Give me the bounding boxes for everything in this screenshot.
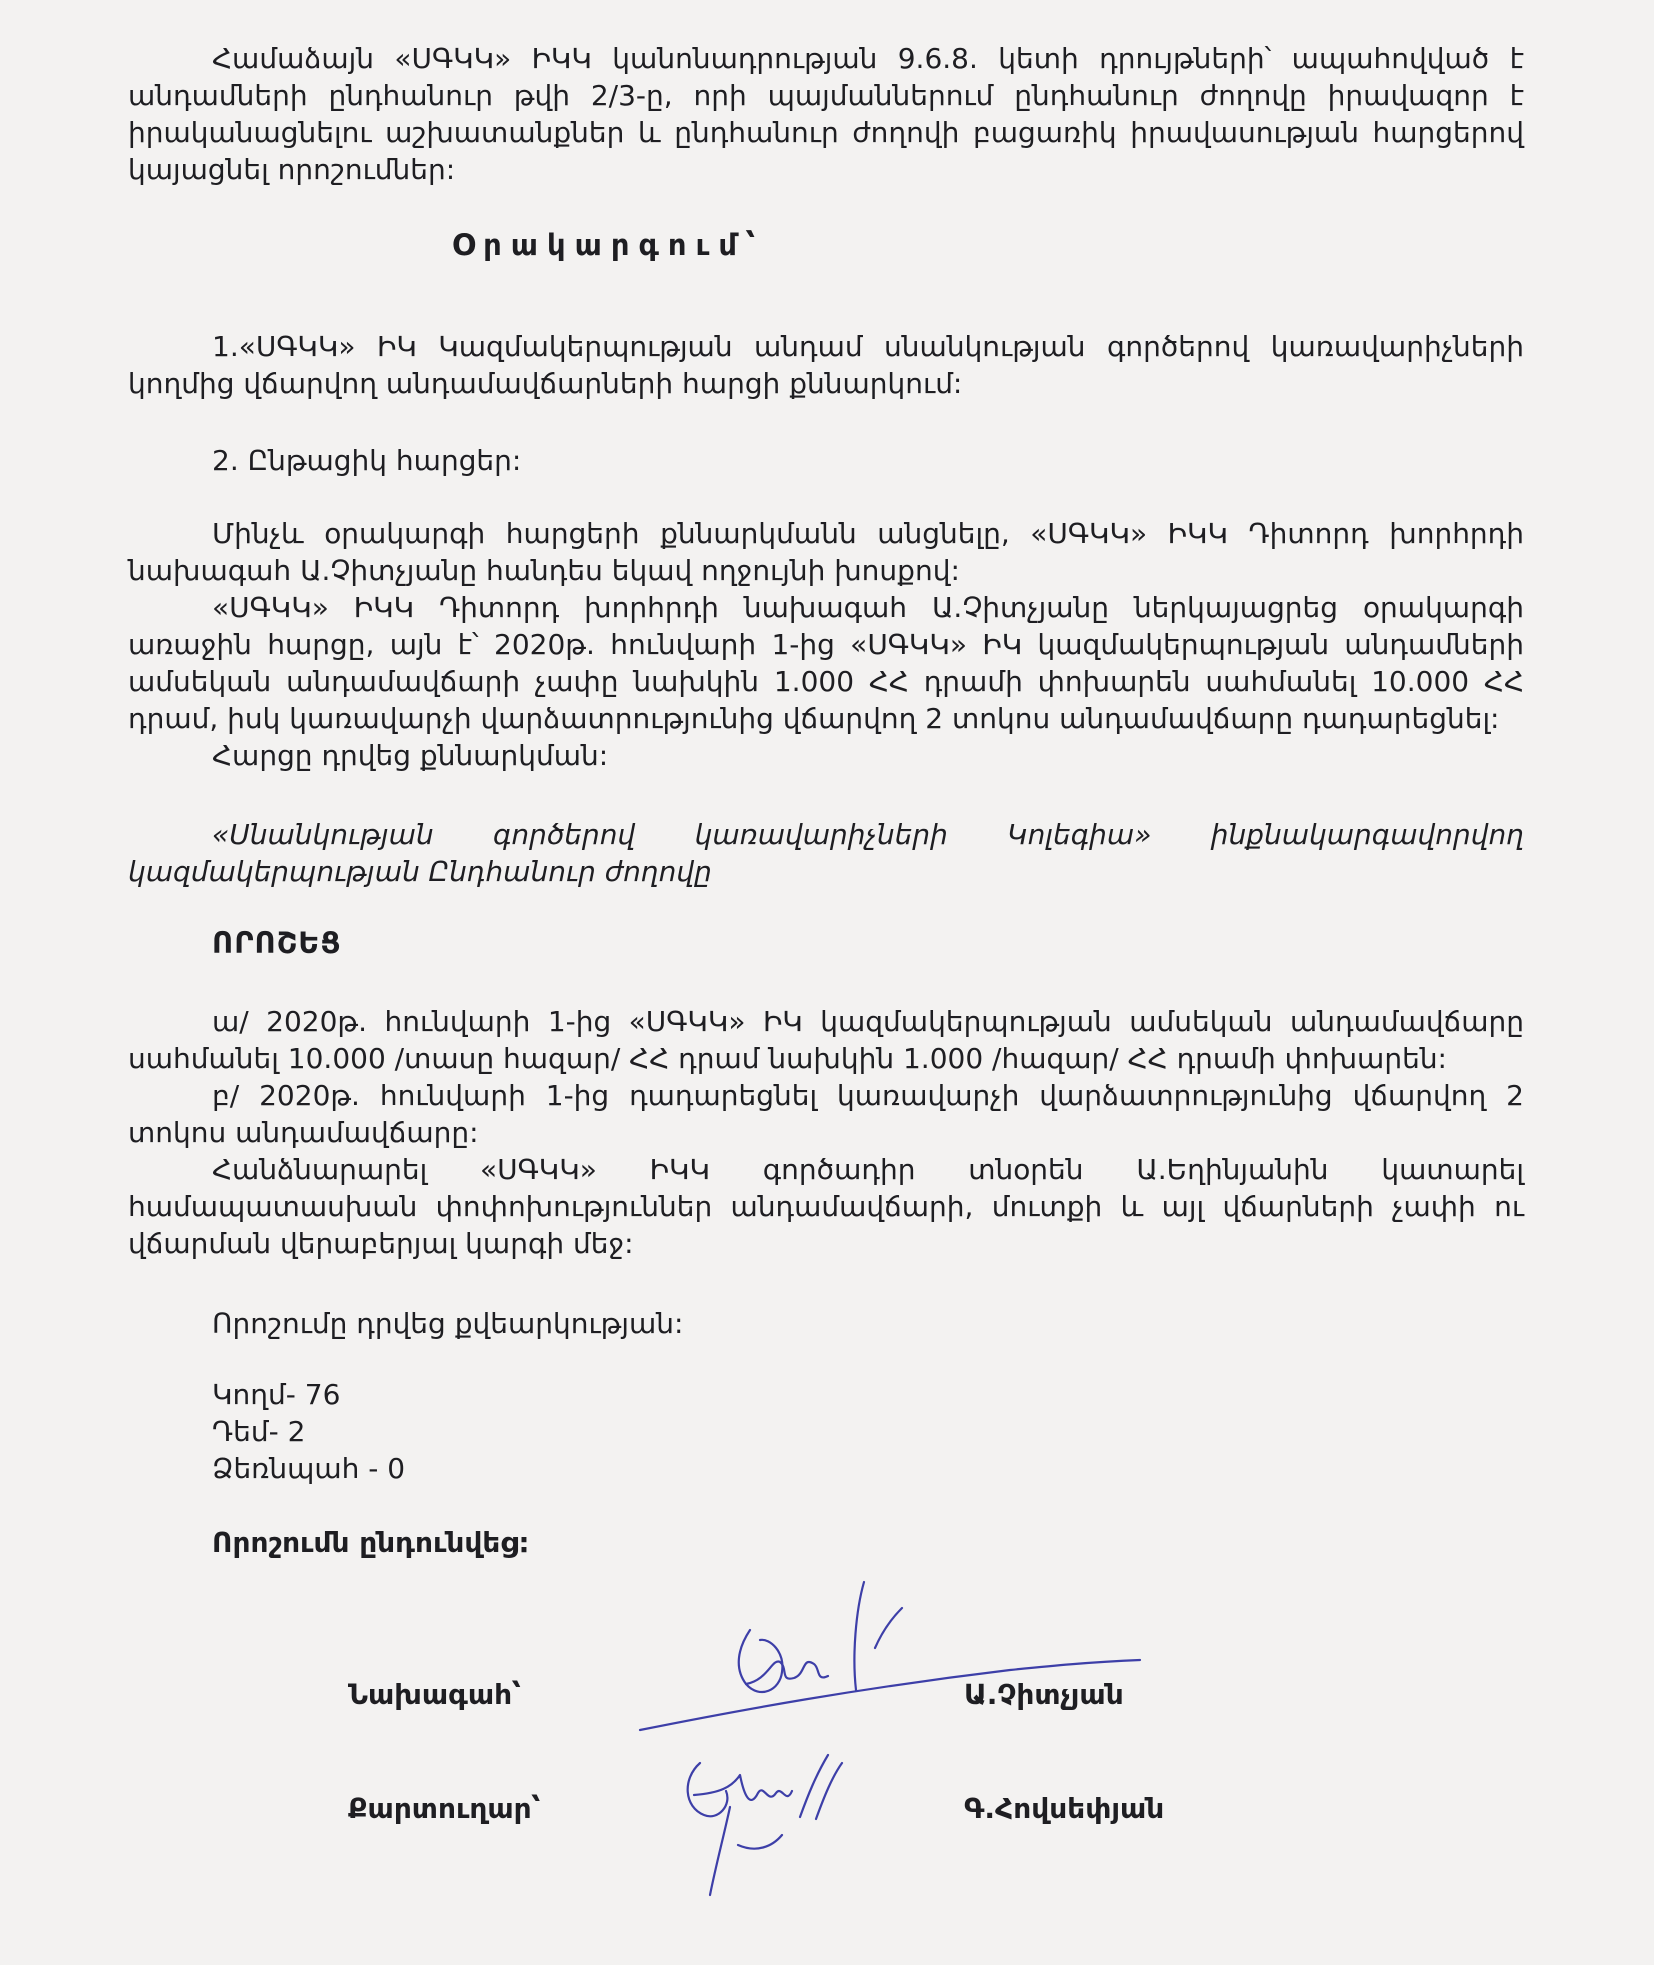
secretary-signature-image: [660, 1735, 880, 1915]
decision-c: Հանձնարարել «ՍԳԿԿ» ԻԿԿ գործադիր տնօրեն Ա.Եղինյանին կատարել համապատասխան փոփոխություններ անդամավճարի, մուտքի և այլ վճարների չափի ու վճարման վերաբերյալ կարգի մեջ:: [128, 1153, 1524, 1260]
opening-paragraph: Մինչև օրակարգի հարցերի քննարկմանն անցնելը, «ՍԳԿԿ» ԻԿԿ Դիտորդ խորհրդի նախագահ Ա.Չիտչյանը հանդես եկավ ողջույնի խոսքով:: [128, 517, 1524, 587]
vote-against: Դեմ- 2: [212, 1415, 306, 1448]
vote-for: Կողմ- 76: [212, 1378, 341, 1411]
vote-intro: Որոշումը դրվեց քվեարկության:: [212, 1307, 684, 1340]
chair-name: Ա.Չիտչյան: [964, 1678, 1124, 1711]
vote-abstain: Ձեռնպահ - 0: [212, 1452, 406, 1485]
adopted-line: Որոշումն ընդունվեց:: [212, 1526, 530, 1559]
decision-b: բ/ 2020թ. հունվարի 1-ից դադարեցնել կառավարչի վարձատրությունից վճարվող 2 տոկոս անդամավճարը:: [128, 1079, 1524, 1149]
agenda-title: Օրակարգում՝: [452, 228, 765, 262]
intro-paragraph: Համաձայն «ՍԳԿԿ» ԻԿԿ կանոնադրության 9.6.8. կետի դրույթների՝ ապահովված է անդամների ընդհանուր թվի 2/3-ը, որի պայմաններում ընդհանուր ժողովը իրավազոր է իրականացնելու աշխատանքներ և ընդհանուր ժողովի բացառիկ իրավասության հարցերով կայացնել որոշումներ:: [128, 42, 1524, 186]
presentation-paragraph: «ՍԳԿԿ» ԻԿԿ Դիտորդ խորհրդի նախագահ Ա.Չիտչյանը ներկայացրեց օրակարգի առաջին հարցը, այն է՝ 2020թ. հունվարի 1-ից «ՍԳԿԿ» ԻԿ կազմակերպության անդամների ամսեկան անդամավճարի չափը նախկին 1.000 ՀՀ դրամի փոխարեն սահմանել 10.000 ՀՀ դրամ, իսկ կառավարչի վարձատրությունից վճարվող 2 տոկոս անդամավճարը դադարեցնել:: [128, 591, 1524, 735]
assembly-paragraph: «Սնանկության գործերով կառավարիչների Կոլեգիա» ինքնակարգավորվող կազմակերպության Ընդհանուր ժողովը: [128, 818, 1524, 888]
decided-heading: ՈՐՈՇԵՑ: [212, 926, 342, 960]
decision-a: ա/ 2020թ. հունվարի 1-ից «ՍԳԿԿ» ԻԿ կազմակերպության ամսեկան անդամավճարը սահմանել 10.000 /տասը հազար/ ՀՀ դրամ նախկին 1.000 /հազար/ ՀՀ դրամի փոխարեն:: [128, 1005, 1524, 1075]
chair-signature-image: [620, 1560, 1160, 1750]
agenda-item-1: 1.«ՍԳԿԿ» ԻԿ Կազմակերպության անդամ սնանկության գործերով կառավարիչների կողմից վճարվող անդամավճարների հարցի քննարկում:: [128, 330, 1524, 400]
agenda-item-2: 2. Ընթացիկ հարցեր:: [212, 444, 522, 477]
secretary-role: Քարտուղար՝: [348, 1792, 541, 1825]
chair-role: Նախագահ՝: [348, 1678, 521, 1711]
secretary-name: Գ.Հովսեփյան: [964, 1792, 1165, 1825]
discussion-line: Հարցը դրվեց քննարկման:: [212, 739, 609, 772]
